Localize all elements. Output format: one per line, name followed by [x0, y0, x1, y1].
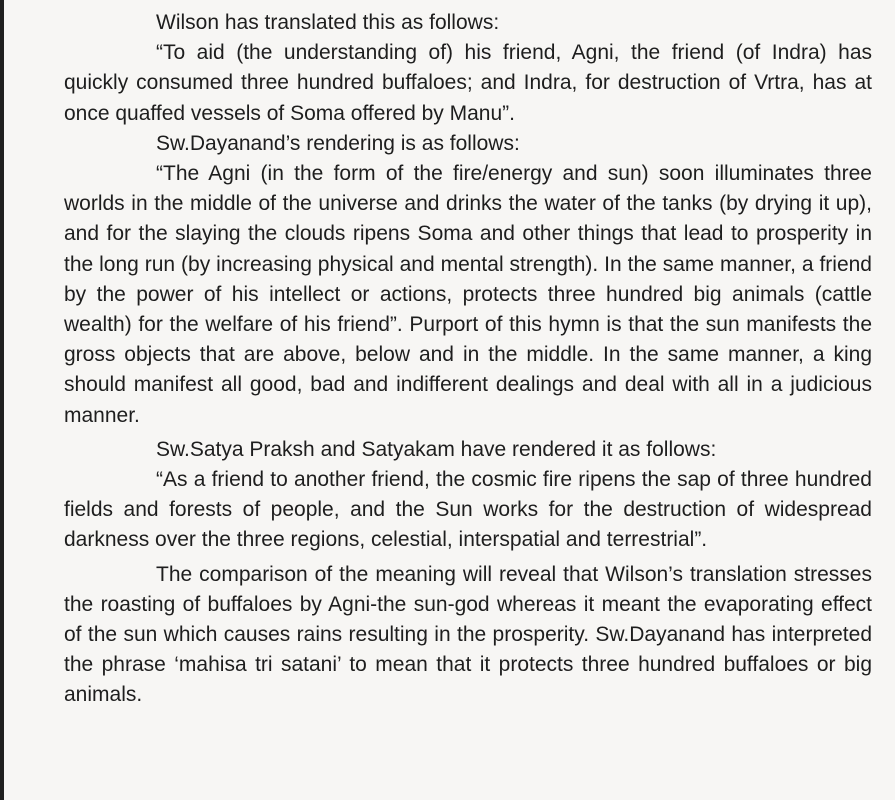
- paragraph-dayanand-quote: “The Agni (in the form of the fire/energy and sun) soon illuminates three worlds in the middle of the universe and drinks the water of the tanks (by drying it up), and for the slaying the clouds ripens Soma and other things that lead to prosperity in the long run (by increasing physical and mental strength). In the same manner, a friend by the power of his intellect or actions, protects three hundred big animals (cattle wealth) for the welfare of his friend”. Purport of this hymn is that the sun manifests the gross objects that are above, below and in the middle. In the same manner, a king should manifest all good, bad and indifferent dealings and deal with all in a judicious manner.: [64, 162, 872, 427]
- paragraph-satya-quote: “As a friend to another friend, the cosmic fire ripens the sap of three hundred fields and forests of people, and the Sun works for the destruction of widespread darkness over the three regions, celestial, interspatial and terrestrial”.: [64, 468, 872, 552]
- paragraph-wilson-intro: Wilson has translated this as follows:: [156, 11, 500, 34]
- body-text: [64, 8, 872, 711]
- paragraph-wilson-quote: “To aid (the understanding of) his friend, Agni, the friend (of Indra) has quickly consumed three hundred buffaloes; and Indra, for destruction of Vrtra, has at once quaffed vessels of Soma offered by Manu”.: [64, 41, 872, 125]
- paragraph-dayanand-intro: Sw.Dayanand’s rendering is as follows:: [156, 131, 520, 155]
- paragraph-comparison: The comparison of the meaning will reveal that Wilson’s translation stresses the roasting of buffaloes by Agni-the sun-god whereas it meant the evaporating effect of the sun which causes rains resulting in the prosperity. Sw.Dayanand has interpreted the phrase ‘mahisa tri satani’ to mean that it protects three hundred buffaloes or big animals.: [64, 562, 872, 707]
- paragraph-satya-intro: Sw.Satya Praksh and Satyakam have rendered it as follows:: [156, 437, 717, 461]
